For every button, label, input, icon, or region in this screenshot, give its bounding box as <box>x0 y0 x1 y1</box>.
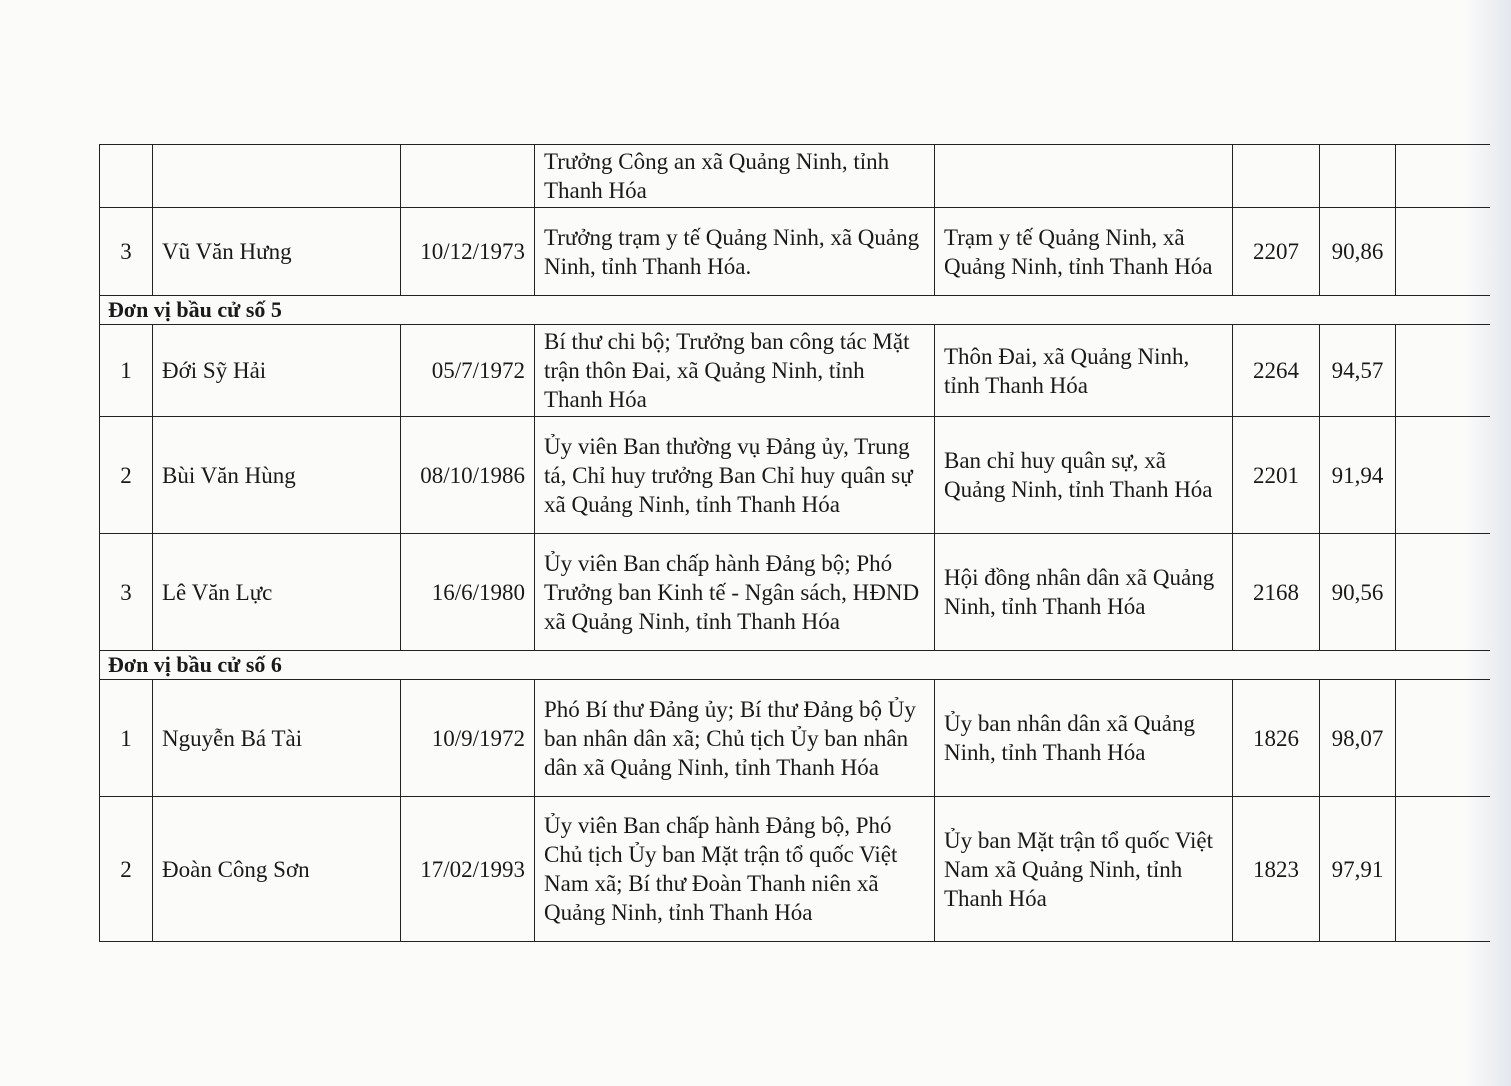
election-results-table <box>99 144 1490 942</box>
birth-date <box>401 145 535 208</box>
table-row <box>100 325 1490 417</box>
row-number: 2 <box>100 797 153 942</box>
position: Ủy viên Ban thường vụ Đảng ủy, Trung tá, Chỉ huy trưởng Ban Chỉ huy quân sự xã Quảng Ninh, tỉnh Thanh Hóa <box>535 417 935 534</box>
position: Trưởng trạm y tế Quảng Ninh, xã Quảng Ninh, tỉnh Thanh Hóa. <box>535 208 935 296</box>
table-row <box>100 417 1490 534</box>
empty-cell <box>1396 208 1490 296</box>
candidate-name: Nguyễn Bá Tài <box>153 680 401 797</box>
empty-cell <box>1396 534 1490 651</box>
table-row <box>100 534 1490 651</box>
empty-cell <box>1396 325 1490 417</box>
row-number: 1 <box>100 325 153 417</box>
row-number: 3 <box>100 534 153 651</box>
vote-percent: 90,56 <box>1320 534 1396 651</box>
candidate-name: Lê Văn Lực <box>153 534 401 651</box>
candidate-name: Bùi Văn Hùng <box>153 417 401 534</box>
vote-count: 2168 <box>1233 534 1320 651</box>
vote-count: 1823 <box>1233 797 1320 942</box>
empty-cell <box>1396 145 1490 208</box>
table-row <box>100 145 1490 208</box>
workplace: Trạm y tế Quảng Ninh, xã Quảng Ninh, tỉnh Thanh Hóa <box>935 208 1233 296</box>
birth-date: 17/02/1993 <box>401 797 535 942</box>
workplace: Hội đồng nhân dân xã Quảng Ninh, tỉnh Thanh Hóa <box>935 534 1233 651</box>
constituency-label: Đơn vị bầu cử số 6 <box>100 651 1490 680</box>
workplace: Ban chỉ huy quân sự, xã Quảng Ninh, tỉnh Thanh Hóa <box>935 417 1233 534</box>
position: Trưởng Công an xã Quảng Ninh, tỉnh Thanh Hóa <box>535 145 935 208</box>
vote-count <box>1233 145 1320 208</box>
empty-cell <box>1396 797 1490 942</box>
candidate-name: Đoàn Công Sơn <box>153 797 401 942</box>
vote-percent: 97,91 <box>1320 797 1396 942</box>
vote-count: 2201 <box>1233 417 1320 534</box>
row-number: 3 <box>100 208 153 296</box>
candidate-name: Vũ Văn Hưng <box>153 208 401 296</box>
birth-date: 16/6/1980 <box>401 534 535 651</box>
table-row <box>100 208 1490 296</box>
vote-percent: 98,07 <box>1320 680 1396 797</box>
workplace <box>935 145 1233 208</box>
vote-percent <box>1320 145 1396 208</box>
table-row <box>100 797 1490 942</box>
constituency-label: Đơn vị bầu cử số 5 <box>100 296 1490 325</box>
position: Bí thư chi bộ; Trưởng ban công tác Mặt trận thôn Đai, xã Quảng Ninh, tỉnh Thanh Hóa <box>535 325 935 417</box>
empty-cell <box>1396 680 1490 797</box>
birth-date: 10/9/1972 <box>401 680 535 797</box>
empty-cell <box>1396 417 1490 534</box>
position: Ủy viên Ban chấp hành Đảng bộ; Phó Trưởng ban Kinh tế - Ngân sách, HĐND xã Quảng Ninh, tỉnh Thanh Hóa <box>535 534 935 651</box>
group-header-row <box>100 296 1490 325</box>
row-number: 1 <box>100 680 153 797</box>
birth-date: 08/10/1986 <box>401 417 535 534</box>
position: Ủy viên Ban chấp hành Đảng bộ, Phó Chủ tịch Ủy ban Mặt trận tổ quốc Việt Nam xã; Bí thư Đoàn Thanh niên xã Quảng Ninh, tỉnh Thanh Hóa <box>535 797 935 942</box>
row-number <box>100 145 153 208</box>
birth-date: 10/12/1973 <box>401 208 535 296</box>
vote-percent: 94,57 <box>1320 325 1396 417</box>
position: Phó Bí thư Đảng ủy; Bí thư Đảng bộ Ủy ban nhân dân xã; Chủ tịch Ủy ban nhân dân xã Quảng Ninh, tỉnh Thanh Hóa <box>535 680 935 797</box>
workplace: Ủy ban Mặt trận tổ quốc Việt Nam xã Quảng Ninh, tỉnh Thanh Hóa <box>935 797 1233 942</box>
vote-percent: 90,86 <box>1320 208 1396 296</box>
row-number: 2 <box>100 417 153 534</box>
group-header-row <box>100 651 1490 680</box>
candidate-name: Đới Sỹ Hải <box>153 325 401 417</box>
birth-date: 05/7/1972 <box>401 325 535 417</box>
vote-count: 1826 <box>1233 680 1320 797</box>
table-row <box>100 680 1490 797</box>
workplace: Ủy ban nhân dân xã Quảng Ninh, tỉnh Thanh Hóa <box>935 680 1233 797</box>
workplace: Thôn Đai, xã Quảng Ninh, tỉnh Thanh Hóa <box>935 325 1233 417</box>
candidate-name <box>153 145 401 208</box>
vote-percent: 91,94 <box>1320 417 1396 534</box>
vote-count: 2207 <box>1233 208 1320 296</box>
vote-count: 2264 <box>1233 325 1320 417</box>
